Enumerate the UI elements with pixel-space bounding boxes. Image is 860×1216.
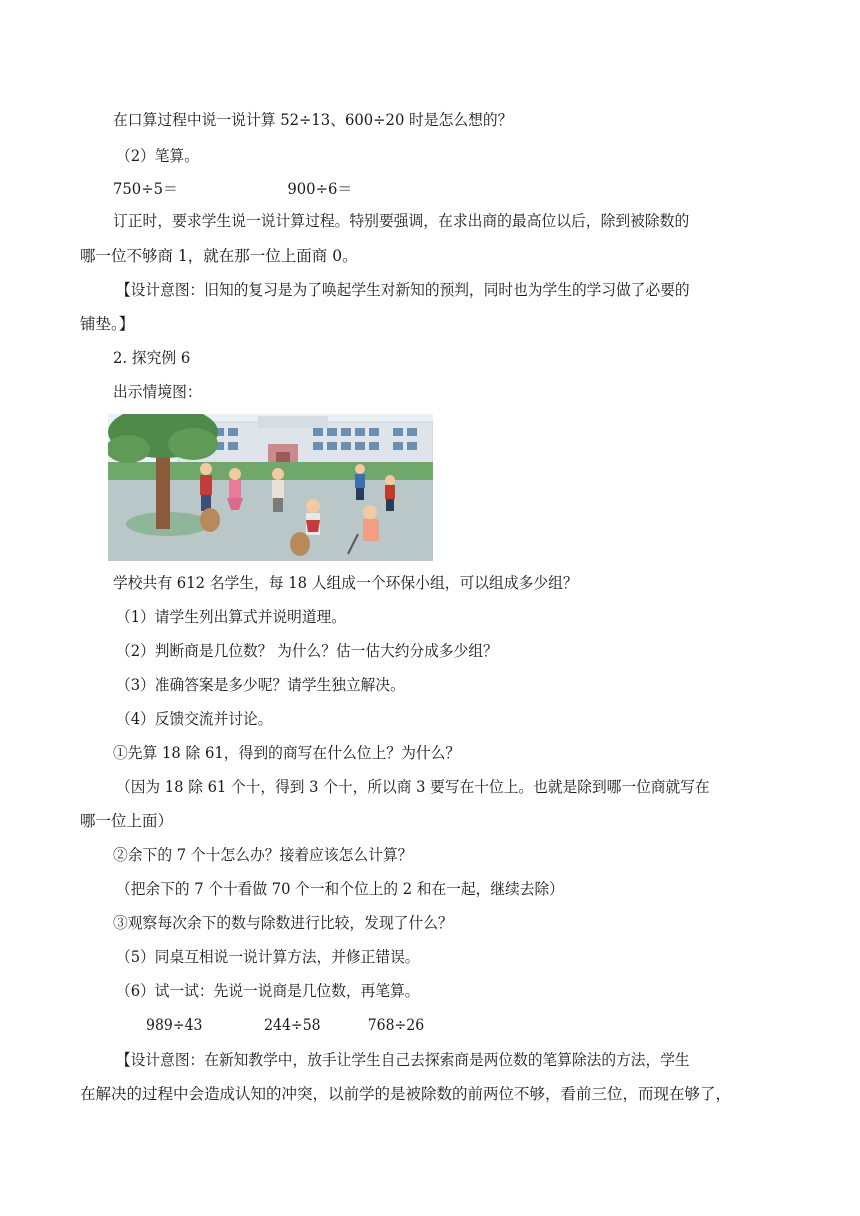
- exercise-244-div-58: 244÷58: [264, 1016, 321, 1034]
- step-2: ②余下的 7 个十怎么办？接着应该怎么计算？: [113, 846, 413, 864]
- calc-900-div-6: 900÷6＝: [287, 180, 353, 198]
- review-written-calc-heading: （2）笔算。: [116, 147, 199, 165]
- correction-line-1: 订正时，要求学生说一说计算过程。特别要强调，在求出商的最高位以后，除到被除数的: [113, 212, 690, 230]
- question-2: （2）判断商是几位数？ 为什么？估一估大约分成多少组？: [116, 642, 498, 660]
- design-intent-1-line-1: 【设计意图：旧知的复习是为了唤起学生对新知的预判，同时也为学生的学习做了必要的: [116, 281, 690, 299]
- review-line-1: 在口算过程中说一说计算 52÷13、600÷20 时是怎么想的？: [113, 111, 513, 129]
- step-1-answer-line-2: 哪一位上面）: [80, 812, 174, 830]
- design-intent-2-line-2: 在解决的过程中会造成认知的冲突，以前学的是被除数的前两位不够，看前三位，而现在够了，: [80, 1085, 732, 1103]
- step-3: ③观察每次余下的数与除数进行比较，发现了什么？: [113, 914, 453, 932]
- exercise-989-div-43: 989÷43: [146, 1016, 203, 1034]
- question-5: （5）同桌互相说一说计算方法，并修正错误。: [116, 948, 420, 966]
- section-heading-explore: 2. 探究例 6: [113, 349, 191, 367]
- exercise-768-div-26: 768÷26: [367, 1016, 425, 1034]
- correction-line-2: 哪一位不够商 1，就在那一位上面商 0。: [80, 247, 358, 265]
- question-1: （1）请学生列出算式并说明道理。: [116, 608, 346, 626]
- school-cleanup-illustration: [108, 414, 433, 561]
- design-intent-1-line-2: 铺垫。】: [80, 315, 135, 333]
- step-1: ①先算 18 除 61，得到的商写在什么位上？为什么？: [113, 744, 461, 762]
- question-6: （6）试一试：先说一说商是几位数，再笔算。: [116, 982, 420, 1000]
- question-4: （4）反馈交流并讨论。: [116, 710, 273, 728]
- review-calc-row: [113, 178, 785, 200]
- design-intent-2-line-1: 【设计意图：在新知教学中，放手让学生自己去探索商是两位数的笔算除法的方法，学生: [116, 1051, 690, 1069]
- step-1-answer-line-1: （因为 18 除 61 个十，得到 3 个十，所以商 3 要写在十位上。也就是除到哪一位商就写在: [116, 778, 710, 796]
- show-scene-label: 出示情境图：: [113, 383, 202, 401]
- question-3: （3）准确答案是多少呢？请学生独立解决。: [116, 676, 405, 694]
- calc-750-div-5: 750÷5＝: [113, 180, 178, 198]
- try-exercises-row: [146, 1014, 785, 1036]
- step-2-answer: （把余下的 7 个十看做 70 个一和个位上的 2 和在一起，继续去除）: [116, 880, 564, 898]
- problem-statement: 学校共有 612 名学生，每 18 人组成一个环保小组，可以组成多少组？: [113, 574, 578, 592]
